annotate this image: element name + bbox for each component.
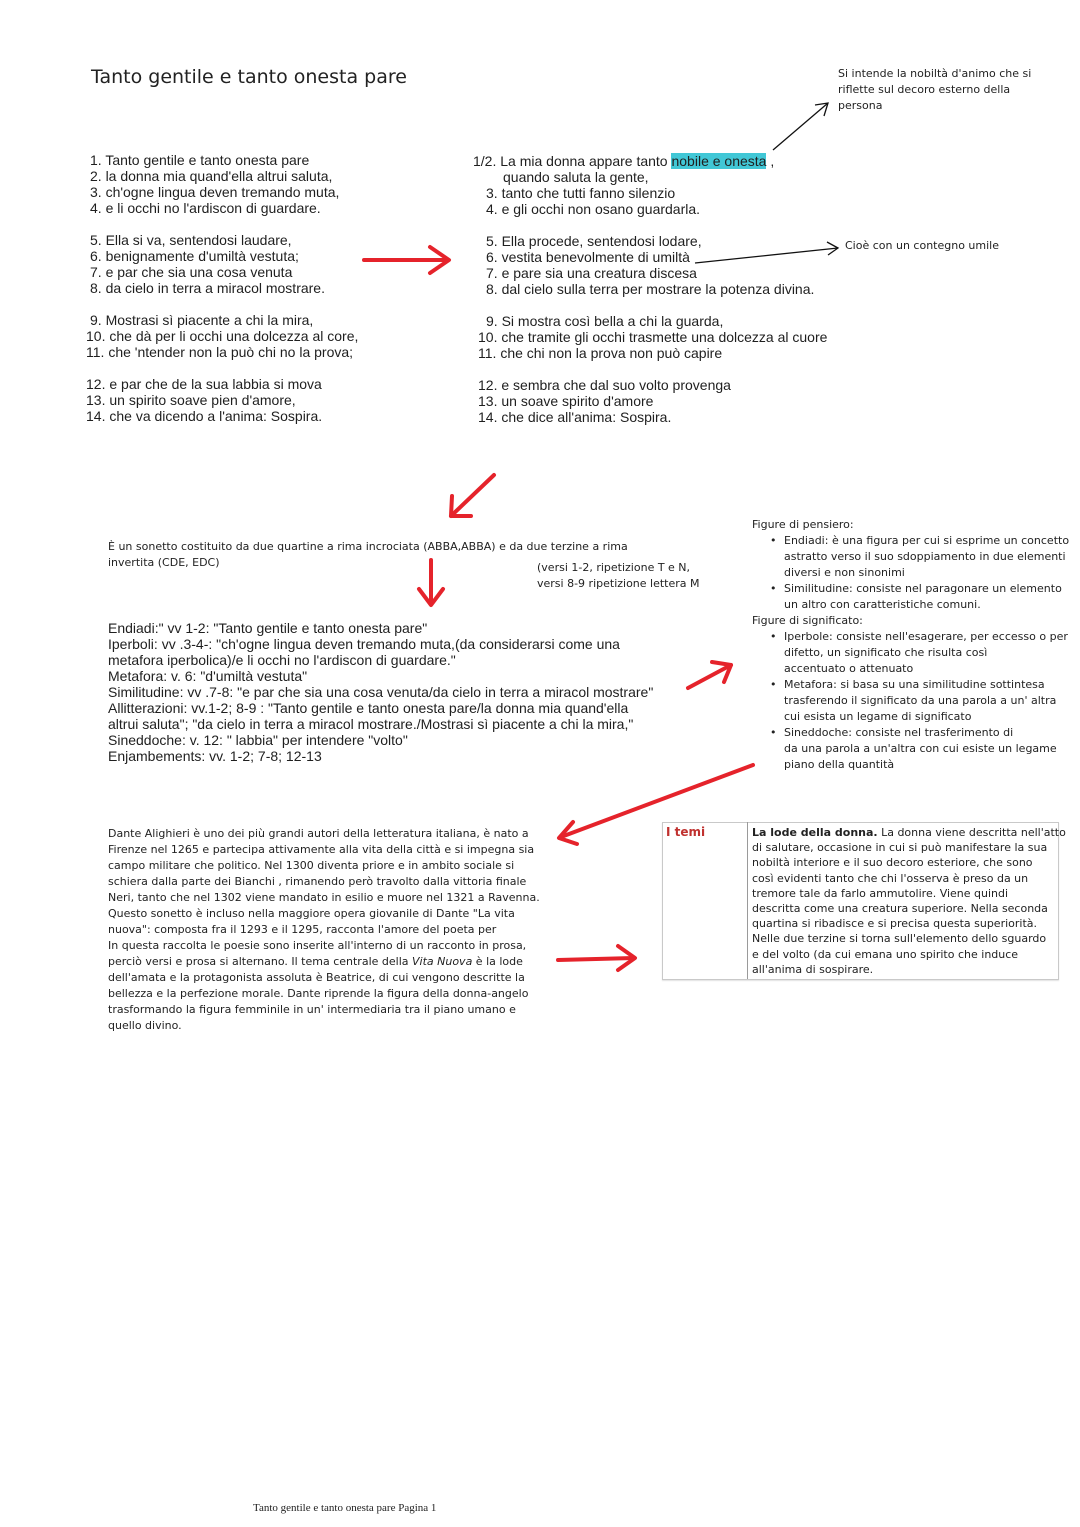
definitions-heading: Figure di pensiero: <box>752 518 854 531</box>
metrics-line: invertita (CDE, EDC) <box>108 556 220 569</box>
figure-entry: Similitudine: vv .7-8: "e par che sia una cosa venuta/da cielo in terra a miracol mostrare" <box>108 684 654 700</box>
black-arrow-humble <box>695 242 838 263</box>
definition-line: astratto verso il suo sdoppiamento in due elementi <box>784 550 1066 563</box>
figure-entry: metafora iperbolica)/e li occhi no l'ardiscon di guardare." <box>108 652 456 668</box>
note-line: persona <box>838 99 883 112</box>
figure-entry: Sineddoche: v. 12: " labbia" per intendere "volto" <box>108 732 408 748</box>
note-line: riflette sul decoro esterno della <box>838 83 1011 96</box>
themes-text-rest: La donna viene descritta nell'atto <box>877 826 1066 839</box>
bio-line: Dante Alighieri è uno dei più grandi autori della letteratura italiana, è nato a <box>108 827 529 840</box>
figure-entry: Endiadi:" vv 1-2: "Tanto gentile e tanto onesta pare" <box>108 620 428 636</box>
definition-line: un altro con caratteristiche comuni. <box>784 598 981 611</box>
note-humble: Cioè con un contegno umile <box>845 239 999 252</box>
bio-line: Neri, tanto che nel 1302 viene mandato in esilio e muore nel 1321 a Ravenna. <box>108 891 540 904</box>
verse: 9. Mostrasi sì piacente a chi la mira, <box>90 312 314 328</box>
themes-heading: La lode della donna. <box>752 826 878 839</box>
verse: 13. un soave spirito d'amore <box>478 393 654 409</box>
verse: 14. che va dicendo a l'anima: Sospira. <box>86 408 323 424</box>
themes-line: e del volto (da cui emana uno spirito che induce <box>752 947 1019 961</box>
verse: 11. che chi non la prova non può capire <box>478 345 723 361</box>
repetition-line: versi 8-9 ripetizione lettera M <box>537 577 700 590</box>
definition-line: • Metafora: si basa su una similitudine sottintesa <box>784 678 1045 691</box>
verse: 2. la donna mia quand'ella altrui saluta, <box>90 168 333 184</box>
definition-line: • Endiadi: è una figura per cui si esprime un concetto <box>784 534 1070 547</box>
work-title: Vita Nuova <box>412 955 473 968</box>
bio-text: perciò versi e prosa si alternano. Il tema centrale della <box>108 955 412 968</box>
definitions-heading: Figure di significato: <box>752 614 863 627</box>
verse: 11. che 'ntender non la può chi no la prova; <box>86 344 354 360</box>
figure-entry: altrui saluta"; "da cielo in terra a miracol mostrare./Mostrasi sì piacente a chi la mira," <box>108 716 634 732</box>
verse: 5. Ella si va, sentendosi laudare, <box>90 232 292 248</box>
bio-line: dell'amata e la protagonista assoluta è Beatrice, di cui vengono descritte la <box>108 971 525 984</box>
bio-line: nuova": composta fra il 1293 e il 1295, racconta l'amore del poeta per <box>108 923 497 936</box>
definition-line: • Similitudine: consiste nel paragonare un elemento <box>784 582 1062 595</box>
verse: 6. vestita benevolmente di umiltà <box>486 249 690 265</box>
themes-line: quartina si ribadisce e si precisa questa superiorità. <box>752 917 1038 931</box>
metrics-line: È un sonetto costituito da due quartine a rima incrociata (ABBA,ABBA) e da due terzine a rima <box>108 540 628 553</box>
themes-label: I temi <box>666 825 706 839</box>
verse: 12. e sembra che dal suo volto provenga <box>478 377 731 393</box>
figure-entry: Iperboli: vv .3-4-: "ch'ogne lingua deven tremando muta,(da considerarsi come una <box>108 636 620 652</box>
themes-line: tremore tale da farlo ammutolire. Viene quindi <box>752 886 1009 900</box>
themes-line: descritta come una creatura superiore. Nella seconda <box>752 902 1048 916</box>
definition-line: diversi e non sinonimi <box>784 566 905 579</box>
definition-line: difetto, un significato che risulta così <box>784 646 988 659</box>
verse: 7. e pare sia una creatura discesa <box>486 265 697 281</box>
repetition-line: (versi 1-2, ripetizione T e N, <box>537 561 691 574</box>
verse: 10. che dà per li occhi una dolcezza al core, <box>86 328 359 344</box>
bio-line: schiera dalla parte dei Bianchi , rimanendo però travolto dalla vittoria finale <box>108 875 527 888</box>
verse: 3. tanto che tutti fanno silenzio <box>486 185 676 201</box>
figure-entry: Enjambements: vv. 1-2; 7-8; 12-13 <box>108 748 322 764</box>
bio-line: Firenze nel 1265 e partecipa attivamente alla vita della città e si impegna sia <box>108 843 535 856</box>
verse: 4. e gli occhi non osano guardarla. <box>486 201 701 217</box>
page-footer: Tanto gentile e tanto onesta pare Pagina 1 <box>253 1502 437 1514</box>
bio-line: In questa raccolta le poesie sono inserite all'interno di un racconto in prosa, <box>108 939 527 952</box>
verse: quando saluta la gente, <box>503 169 649 185</box>
bio-line: campo militare che politico. Nel 1300 diventa priore e in ambito sociale si <box>108 859 515 872</box>
paraphrase-text: , <box>766 153 775 169</box>
verse: 8. dal cielo sulla terra per mostrare la potenza divina. <box>486 281 815 297</box>
verse: 10. che tramite gli occhi trasmette una dolcezza al cuore <box>478 329 828 345</box>
bio-line: trasformando la figura femminile in un' intermediaria tra il piano umano e <box>108 1003 516 1016</box>
figure-entry: Metafora: v. 6: "d'umiltà vestuta" <box>108 668 308 684</box>
red-arrow-long <box>559 765 753 844</box>
definition-line: accentuato o attenuato <box>784 662 914 675</box>
highlighted-text: nobile e onesta <box>671 153 767 169</box>
themes-line: all'anima di sospirare. <box>752 962 874 976</box>
themes-line: di salutare, occasione in cui si può manifestare la sua <box>752 841 1048 855</box>
note-line: Si intende la nobiltà d'animo che si <box>838 67 1032 80</box>
definition-line: piano della quantità <box>784 758 895 771</box>
bio-line: quello divino. <box>108 1019 182 1032</box>
verse: 8. da cielo in terra a miracol mostrare. <box>90 280 325 296</box>
figure-entry: Allitterazioni: vv.1-2; 8-9 : "Tanto gentile e tanto onesta pare/la donna mia quand'ella <box>108 700 629 716</box>
red-arrow-right <box>364 247 449 273</box>
verse: 14. che dice all'anima: Sospira. <box>478 409 672 425</box>
definition-line: cui esista un legame di significato <box>784 710 972 723</box>
black-arrow-note <box>773 103 828 150</box>
themes-line: così evidenti tanto che chi l'osserva è preso da un <box>752 871 1029 885</box>
paraphrase-text: 1/2. La mia donna appare tanto <box>473 153 672 169</box>
verse: 6. benignamente d'umiltà vestuta; <box>90 248 299 264</box>
bio-line: bellezza e la perfezione morale. Dante riprende la figura della donna-angelo <box>108 987 529 1000</box>
red-arrow-themes <box>558 946 635 970</box>
definition-line: da una parola a un'altra con cui esiste un legame <box>784 742 1057 755</box>
bio-text: è la lode <box>472 955 523 968</box>
verse: 12. e par che de la sua labbia si mova <box>86 376 322 392</box>
definition-line: trasferendo il significato da una parola a un' altra <box>784 694 1057 707</box>
verse: 3. ch'ogne lingua deven tremando muta, <box>90 184 340 200</box>
verse: 4. e li occhi no l'ardiscon di guardare. <box>90 200 321 216</box>
definition-line: • Iperbole: consiste nell'esagerare, per eccesso o per <box>784 630 1068 643</box>
red-arrow-down <box>419 560 443 605</box>
red-arrow-up-right <box>688 662 731 688</box>
verse: 9. Si mostra così bella a chi la guarda, <box>486 313 724 329</box>
bio-line: Questo sonetto è incluso nella maggiore opera giovanile di Dante "La vita <box>108 907 515 920</box>
verse: 7. e par che sia una cosa venuta <box>90 264 293 280</box>
verse: 13. un spirito soave pien d'amore, <box>86 392 296 408</box>
definition-line: • Sineddoche: consiste nel trasferimento di <box>784 726 1014 739</box>
page-title: Tanto gentile e tanto onesta pare <box>91 66 407 88</box>
themes-line: Nelle due terzine si torna sull'elemento dello sguardo <box>752 932 1047 946</box>
verse: 1. Tanto gentile e tanto onesta pare <box>90 152 310 168</box>
verse: 5. Ella procede, sentendosi lodare, <box>486 233 702 249</box>
red-arrow-diag <box>451 475 494 516</box>
themes-line: nobiltà interiore e il suo decoro esteriore, che sono <box>752 856 1033 870</box>
